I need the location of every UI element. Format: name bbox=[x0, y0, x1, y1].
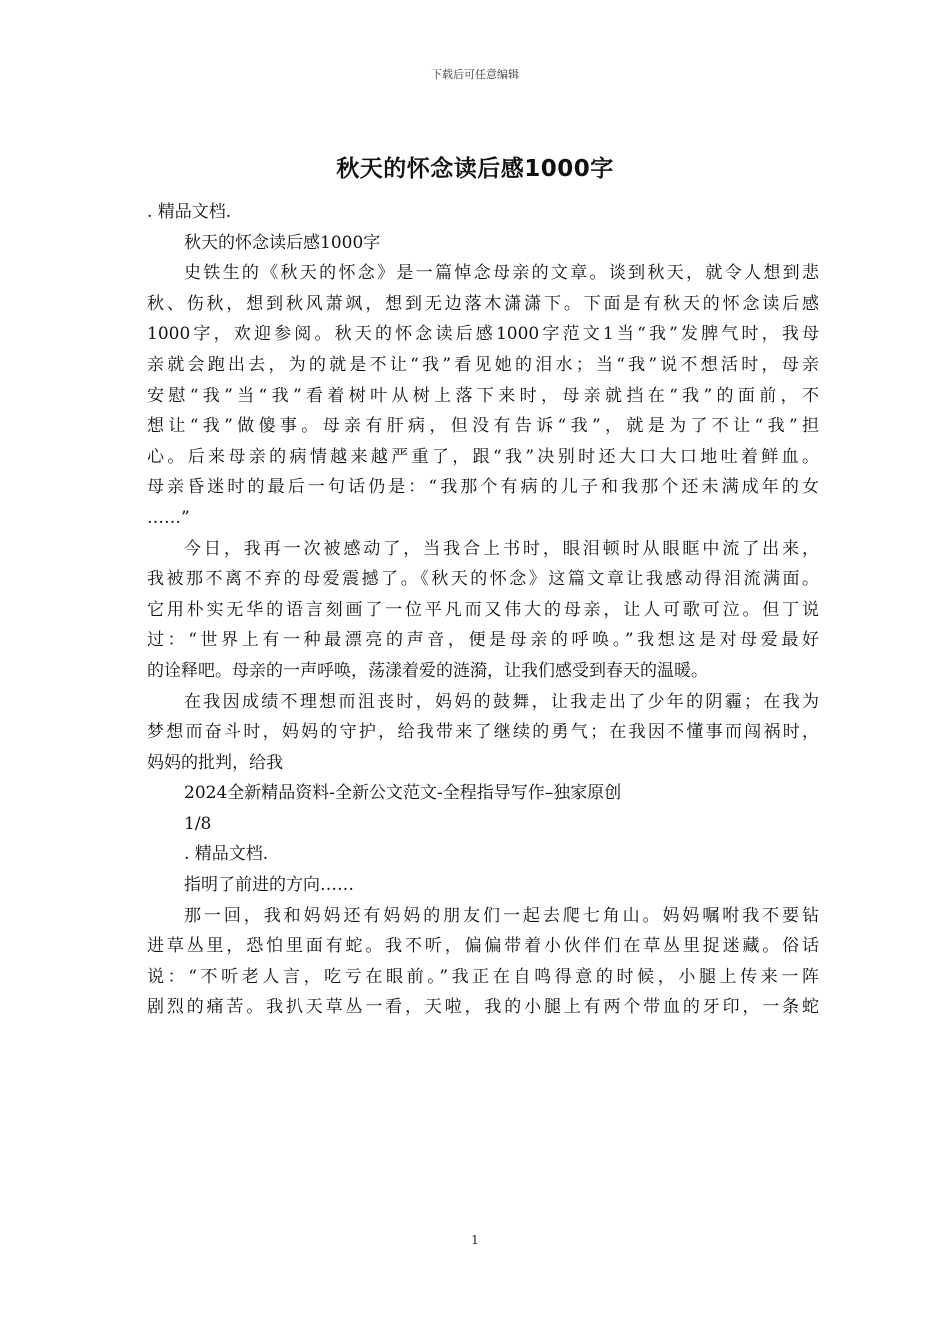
body-line: 妈妈的批判，给我 bbox=[147, 752, 283, 773]
body-line: 史铁生的《秋天的怀念》是一篇悼念母亲的文章。谈到秋天，就令人想到悲 bbox=[184, 263, 819, 284]
body-line: 它用朴实无华的语言刻画了一位平凡而又伟大的母亲，让人可歌可泣。但丁说 bbox=[147, 599, 819, 620]
body-line: 秋、伤秋，想到秋风萧飒，想到无边落木潇潇下。下面是有秋天的怀念读后感 bbox=[147, 293, 819, 314]
document-title: 秋天的怀念读后感1000字 bbox=[336, 156, 614, 182]
subtitle-line: 秋天的怀念读后感1000字 bbox=[184, 232, 381, 253]
doc-label: . 精品文档. bbox=[184, 844, 269, 865]
body-line: 剧烈的痛苦。我扒天草丛一看，天啦，我的小腿上有两个带血的牙印，一条蛇 bbox=[147, 997, 819, 1018]
body-line: 过：“世界上有一种最漂亮的声音，便是母亲的呼唤。”我想这是对母爱最好 bbox=[147, 630, 819, 651]
body-line: 说：“不听老人言，吃亏在眼前。”我正在自鸣得意的时候，小腿上传来一阵 bbox=[147, 966, 819, 987]
body-line: 的诠释吧。母亲的一声呼唤，荡漾着爱的涟漪，让我们感受到春天的温暖。 bbox=[147, 660, 708, 681]
body-line: 想让“我”做傻事。母亲有肝病，但没有告诉“我”，就是为了不让“我”担 bbox=[147, 416, 819, 437]
body-line: 我被那不离不弃的母爱震撼了。《秋天的怀念》这篇文章让我感动得泪流满面。 bbox=[147, 569, 819, 590]
body-line: 指明了前进的方向…… bbox=[184, 875, 354, 896]
body-line: 亲就会跑出去，为的就是不让“我”看见她的泪水；当“我”说不想活时，母亲 bbox=[147, 354, 819, 375]
body-line: 那一回，我和妈妈还有妈妈的朋友们一起去爬七角山。妈妈嘱咐我不要钻 bbox=[184, 905, 819, 926]
document-body bbox=[147, 197, 819, 1023]
page-indicator: 1/8 bbox=[184, 813, 212, 834]
promo-line: 2024全新精品资料-全新公文范文-全程指导写作–独家原创 bbox=[184, 783, 622, 804]
body-line: 1000字，欢迎参阅。秋天的怀念读后感1000字范文1当“我”发脾气时，我母 bbox=[147, 324, 819, 345]
body-line: ……” bbox=[147, 507, 190, 528]
page-header: 下载后可任意编辑 bbox=[431, 68, 519, 81]
page-number: 1 bbox=[471, 1233, 479, 1247]
body-line: 心。后来母亲的病情越来越严重了，跟“我”决别时还大口大口地吐着鲜血。 bbox=[147, 446, 819, 467]
doc-label: . 精品文档. bbox=[147, 202, 232, 222]
body-line: 今日，我再一次被感动了，当我合上书时，眼泪顿时从眼眶中流了出来， bbox=[184, 538, 819, 559]
body-line: 在我因成绩不理想而沮丧时，妈妈的鼓舞，让我走出了少年的阴霾；在我为 bbox=[184, 691, 819, 712]
body-line: 进草丛里，恐怕里面有蛇。我不听，偏偏带着小伙伴们在草丛里捉迷藏。俗话 bbox=[147, 936, 819, 957]
body-line: 母亲昏迷时的最后一句话仍是：“我那个有病的儿子和我那个还未满成年的女 bbox=[147, 477, 819, 498]
body-line: 安慰“我”当“我”看着树叶从树上落下来时，母亲就挡在“我”的面前，不 bbox=[147, 385, 819, 406]
body-line: 梦想而奋斗时，妈妈的守护，给我带来了继续的勇气；在我因不懂事而闯祸时， bbox=[147, 722, 819, 743]
